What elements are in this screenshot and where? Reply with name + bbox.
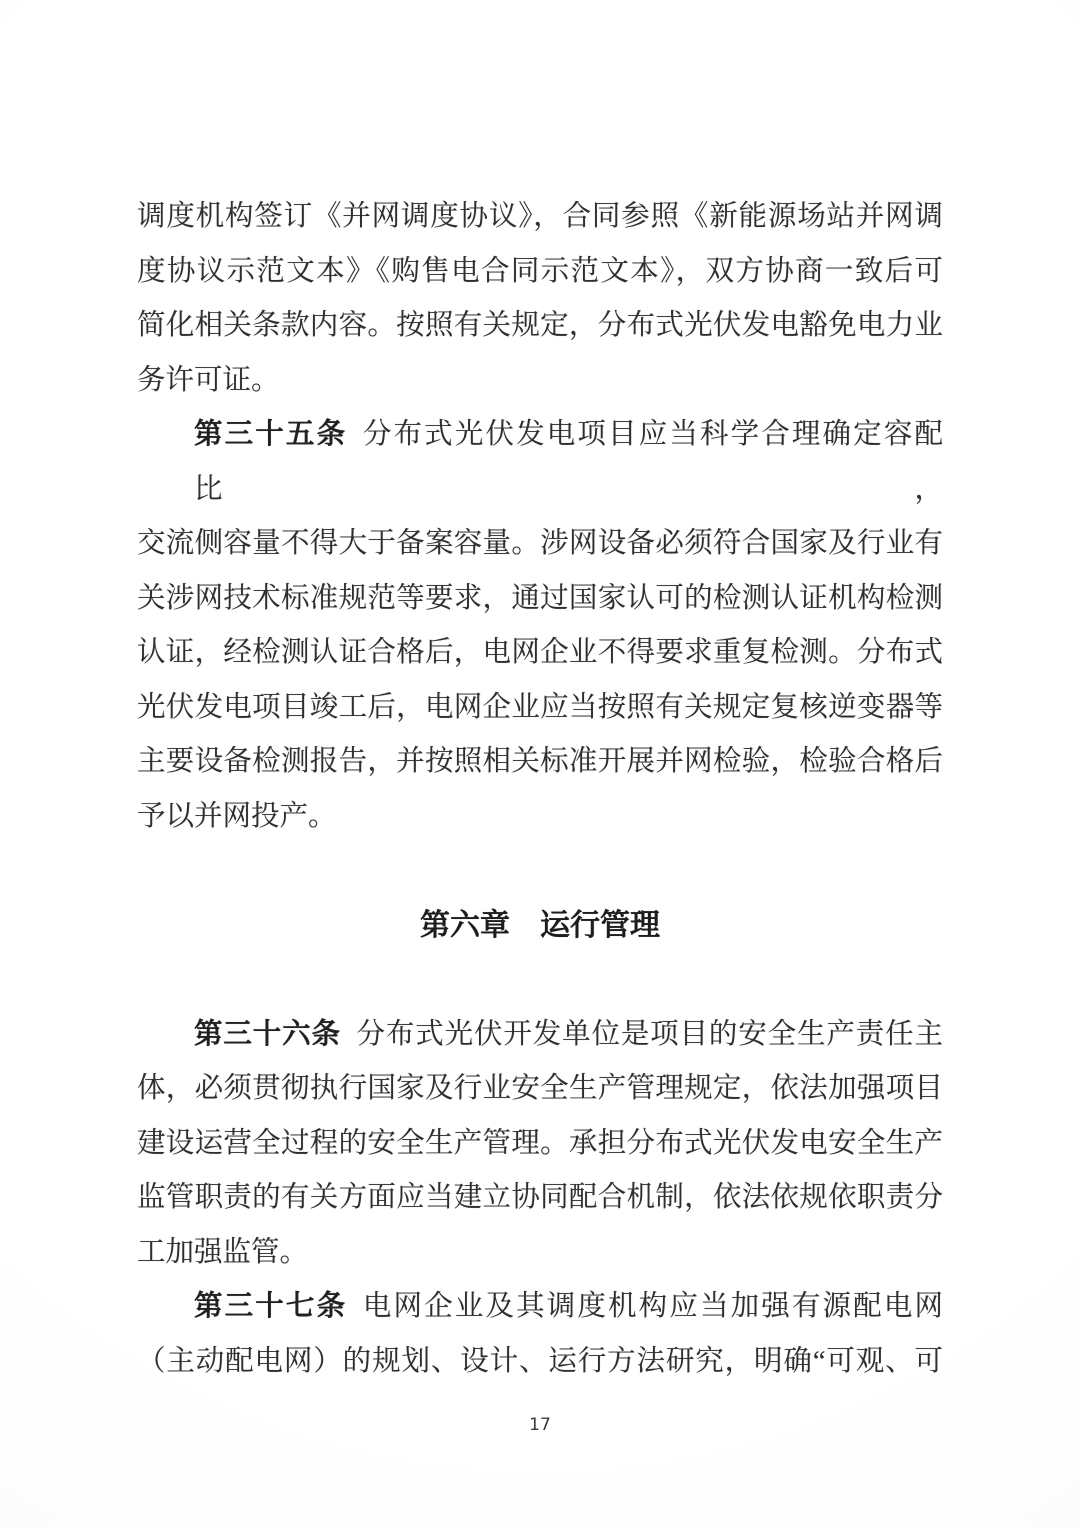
text-line: 监管职责的有关方面应当建立协同配合机制，依法依规依职责分 — [137, 1182, 943, 1213]
text-line: 建设运营全过程的安全生产管理。承担分布式光伏发电安全生产 — [137, 1127, 943, 1159]
article-35-first-line — [137, 408, 943, 517]
text-line: 主要设备检测报告，并按照相关标准开展并网检验，检验合格后 — [137, 746, 943, 777]
text-line: 认证，经检测认证合格后，电网企业不得要求重复检测。分布式 — [137, 637, 943, 668]
text-line: 光伏发电项目竣工后，电网企业应当按照有关规定复核逆变器等 — [137, 691, 943, 723]
text-line: （主动配电网）的规划、设计、运行方法研究，明确“可观、可 — [137, 1345, 943, 1377]
text-line: 务许可证。 — [137, 364, 280, 396]
article-37-text: 电网企业及其调度机构应当加强有源配电网 — [362, 1291, 943, 1322]
text-line: 体，必须贯彻执行国家及行业安全生产管理规定，依法加强项目 — [137, 1073, 943, 1104]
article-35-text: 分布式光伏发电项目应当科学合理确定容配比， — [194, 419, 943, 505]
text-line: 予以并网投产。 — [137, 800, 337, 832]
article-35-number: 第三十五条 — [194, 419, 348, 450]
document-body — [137, 190, 943, 1389]
article-37-number: 第三十七条 — [194, 1291, 348, 1322]
article-36-text: 分布式光伏开发单位是项目的安全生产责任主 — [356, 1018, 943, 1050]
text-line: 简化相关条款内容。按照有关规定，分布式光伏发电豁免电力业 — [137, 310, 943, 341]
page-number: 17 — [529, 1415, 551, 1435]
article-36-first-line — [137, 1008, 943, 1063]
text-line: 工加强监管。 — [137, 1236, 309, 1268]
text-line: 交流侧容量不得大于备案容量。涉网设备必须符合国家及行业有 — [137, 528, 943, 559]
article-36-number: 第三十六条 — [194, 1018, 341, 1050]
chapter-heading: 第六章 运行管理 — [420, 908, 660, 942]
text-line: 调度机构签订《并网调度协议》，合同参照《新能源场站并网调 — [137, 201, 943, 232]
text-line: 度协议示范文本》《购售电合同示范文本》，双方协商一致后可 — [137, 255, 943, 287]
article-37-first-line — [137, 1280, 943, 1335]
text-line: 关涉网技术标准规范等要求，通过国家认可的检测认证机构检测 — [137, 582, 943, 614]
